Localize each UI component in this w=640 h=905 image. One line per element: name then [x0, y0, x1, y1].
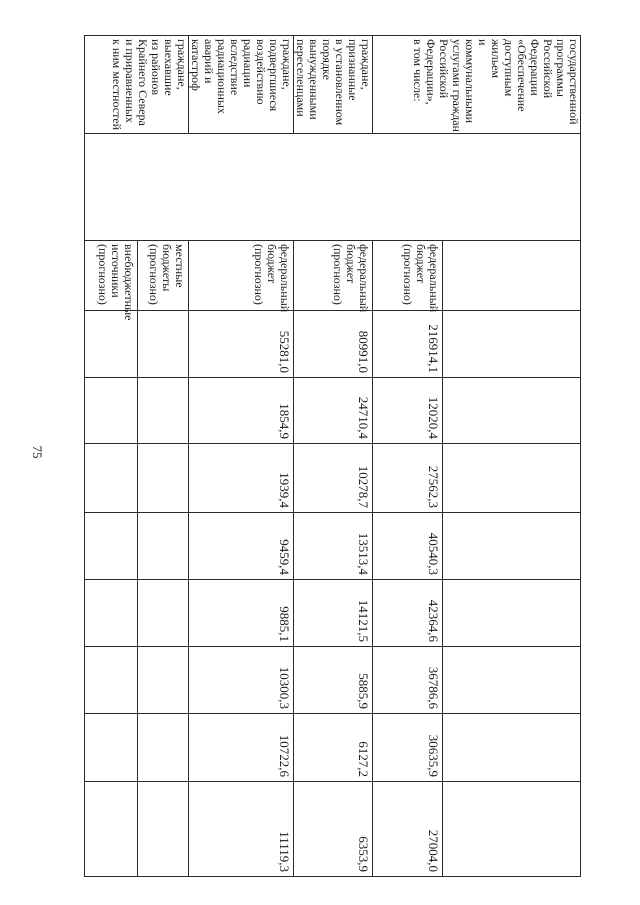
value-cell	[138, 513, 189, 580]
value-cell	[443, 647, 581, 714]
value-cell: 40540,3	[373, 513, 443, 580]
value-cell: 9459,4	[189, 513, 294, 580]
rotated-table-content	[98, 35, 581, 876]
group-label-line: и коммунальными	[463, 39, 490, 123]
source-cell	[189, 241, 294, 311]
value-cell	[85, 782, 138, 877]
value-cell	[85, 513, 138, 580]
rotated-table-frame	[98, 35, 581, 876]
group-label-line: подвергшиеся	[267, 39, 281, 112]
value-cell: 10722,6	[189, 714, 294, 782]
group-label-0	[373, 36, 581, 134]
value-cell	[85, 580, 138, 647]
value-cell	[443, 580, 581, 647]
value-cell: 27562,3	[373, 444, 443, 513]
group-label-line: Федерации	[528, 39, 542, 96]
value-cell	[138, 647, 189, 714]
value-cell	[138, 311, 189, 378]
value-cell: 216914,1	[373, 311, 443, 378]
group-label-line: в установленном	[333, 39, 347, 126]
value-cell: 1854,9	[189, 378, 294, 444]
group-label-line: вследствие	[228, 39, 242, 96]
source-text: федеральный бюджет (прогнозно)	[252, 244, 292, 313]
value-cell: 12020,4	[373, 378, 443, 444]
empty-column-cell	[85, 134, 581, 241]
source-cell	[294, 241, 373, 311]
group-label-2	[189, 36, 294, 134]
value-cell: 13513,4	[294, 513, 373, 580]
source-text: местные бюджеты (прогнозно)	[147, 244, 187, 305]
value-cell	[443, 311, 581, 378]
group-label-line: к ним местностей	[110, 39, 124, 131]
value-cell	[85, 378, 138, 444]
group-label-line: воздействию	[254, 39, 268, 105]
value-cell	[443, 378, 581, 444]
group-label-line: государственной	[567, 39, 581, 125]
value-cell: 5885,9	[294, 647, 373, 714]
group-label-line: и приравненных	[123, 39, 137, 123]
source-cell	[85, 241, 138, 321]
group-label-line: порядке	[320, 39, 334, 80]
group-label-line: признанные	[346, 39, 360, 101]
group-label-line: граждане,	[359, 39, 373, 90]
group-label-line: граждане,	[280, 39, 294, 90]
value-cell	[85, 311, 138, 378]
group-label-line: переселенцами	[294, 39, 308, 117]
source-text: внебюджетные источники (прогнозно)	[96, 244, 136, 321]
value-cell: 36786,6	[373, 647, 443, 714]
value-cell	[85, 647, 138, 714]
group-label-line: в том числе:	[411, 39, 425, 102]
group-label-1	[294, 36, 373, 134]
page-number: 75	[30, 445, 45, 459]
group-label-line: радиации	[241, 39, 255, 88]
value-cell: 6353,9	[294, 782, 373, 877]
value-cell: 10300,3	[189, 647, 294, 714]
value-cell	[85, 714, 138, 782]
value-cell: 1939,4	[189, 444, 294, 513]
value-cell	[138, 580, 189, 647]
value-cell: 10278,7	[294, 444, 373, 513]
group-label-line: Федерации»,	[424, 39, 438, 105]
value-cell	[443, 444, 581, 513]
source-cell	[443, 241, 581, 311]
value-cell: 27004,0	[373, 782, 443, 877]
group-label-line: «Обеспечение	[515, 39, 529, 112]
source-cell	[373, 241, 443, 311]
value-cell: 80991,0	[294, 311, 373, 378]
group-label-line: граждане,	[175, 39, 189, 90]
source-cell	[138, 241, 189, 311]
value-cell	[138, 378, 189, 444]
value-cell	[443, 714, 581, 782]
value-cell	[85, 444, 138, 513]
value-cell: 6127,2	[294, 714, 373, 782]
value-cell: 55281,0	[189, 311, 294, 378]
value-cell: 14121,5	[294, 580, 373, 647]
value-cell: 9885,1	[189, 580, 294, 647]
group-label-line: вынужденными	[307, 39, 321, 120]
value-cell: 42364,6	[373, 580, 443, 647]
source-text: федеральный бюджет (прогнозно)	[401, 244, 441, 313]
value-cell	[138, 782, 189, 877]
group-label-line: из районов	[149, 39, 163, 95]
group-label-line: Российской	[541, 39, 555, 99]
group-label-line: выехавшие	[162, 39, 176, 96]
group-label-line: доступным жильем	[489, 39, 516, 97]
group-label-3	[85, 36, 189, 134]
value-cell	[443, 782, 581, 877]
group-label-line: Российской	[437, 39, 451, 99]
funding-table	[84, 35, 581, 877]
value-cell	[443, 513, 581, 580]
group-label-line: услугами граждан	[450, 39, 464, 132]
source-text: федеральный бюджет (прогнозно)	[331, 244, 371, 313]
table-row	[443, 36, 581, 877]
group-label-line: программы	[554, 39, 568, 97]
group-label-line: Крайнего Севера	[136, 39, 150, 126]
value-cell	[138, 714, 189, 782]
group-label-line: радиационных	[215, 39, 229, 114]
value-cell: 30635,9	[373, 714, 443, 782]
value-cell: 11119,3	[189, 782, 294, 877]
value-cell	[138, 444, 189, 513]
value-cell: 24710,4	[294, 378, 373, 444]
group-label-line: аварий и катастроф	[189, 39, 216, 91]
